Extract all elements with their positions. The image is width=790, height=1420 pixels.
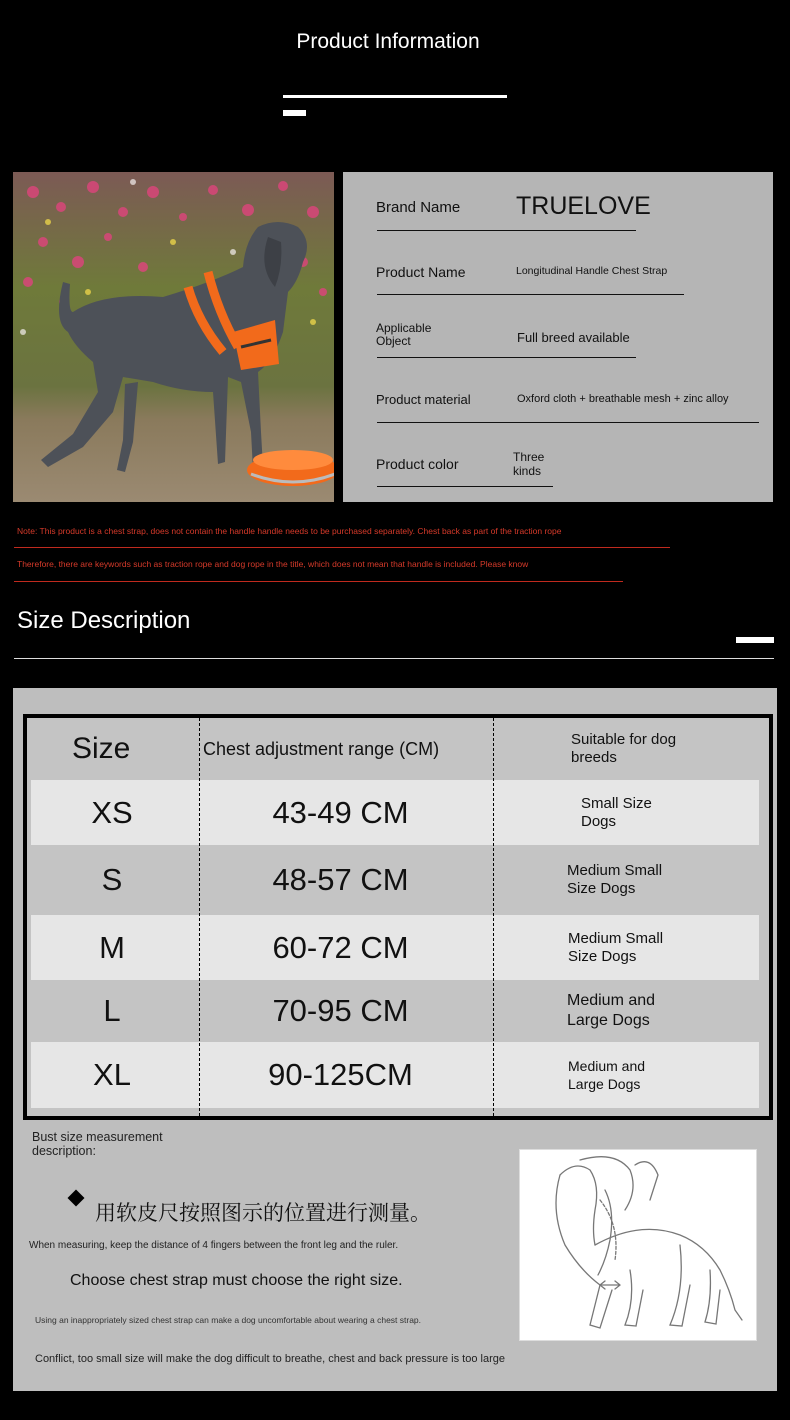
product-material-value: Oxford cloth + breathable mesh + zinc alloy [517,393,729,405]
row-breed-line: Medium Small [567,862,663,879]
color-value-line: Three [513,450,545,464]
note-line-1: Note: This product is a chest strap, does not contain the handle handle needs to be purchased separately. Chest back as part of the traction rope [17,526,562,536]
choose-size-tip: Choose chest strap must choose the right size. [70,1272,403,1289]
header-breed-line: Suitable for dog [571,731,677,748]
size-table [23,714,773,1120]
note-underline-2 [14,581,623,582]
column-divider [493,718,494,1116]
material-underline [377,422,759,423]
column-divider [199,718,200,1116]
applicable-label-line: Applicable [376,321,432,335]
size-table-header [31,718,759,780]
product-info-panel [343,172,773,502]
table-row [31,845,759,915]
brand-underline [377,230,636,231]
row-breed [568,915,748,980]
bust-measurement-heading [32,1130,163,1158]
applicable-label-line: Object [376,334,411,348]
row-size: XS [91,794,133,830]
product-name-underline [377,294,684,295]
table-row [31,780,759,845]
product-name-label: Product Name [376,264,466,280]
row-range: 60-72 CM [272,929,409,965]
size-title-divider [14,658,774,659]
product-color-value [513,450,544,478]
row-range: 43-49 CM [272,794,409,830]
row-breed-line: Medium and [568,1058,646,1074]
wrong-size-warning: Using an inappropriately sized chest strap can make a dog uncomfortable about wearing a chest strap. [35,1315,422,1325]
header-size: Size [72,732,131,765]
table-row [31,915,759,980]
measuring-tip: When measuring, keep the distance of 4 fingers between the front leg and the ruler. [29,1240,399,1251]
row-breed-line: Size Dogs [568,947,637,965]
color-underline [377,486,553,487]
product-photo [13,172,334,502]
row-size: M [99,929,125,965]
size-description-title: Size Description [17,607,191,634]
row-range: 48-57 CM [272,862,409,897]
product-name-value: Longitudinal Handle Chest Strap [516,265,668,277]
row-breed-line: Medium and [567,992,656,1009]
header-breed-line: breeds [571,749,617,766]
product-material-label: Product material [376,392,471,407]
row-range: 90-125CM [268,1057,413,1092]
note-line-2: Therefore, there are keywords such as traction rope and dog rope in the title, which does not mean that handle is included. Please know [17,559,529,569]
applicable-underline [377,357,636,358]
applicable-object-label [376,322,431,348]
title-accent [283,110,306,116]
table-row [31,980,759,1042]
size-panel [13,688,777,1391]
title-underline [283,95,507,98]
measuring-instruction-cn: 用软皮尺按照图示的位置进行测量。 [95,1201,431,1225]
note-underline-1 [14,547,670,548]
row-breed-line: Medium Small [568,929,664,947]
row-size: XL [93,1057,131,1092]
small-size-warning: Conflict, too small size will make the dog difficult to breathe, chest and back pressure is too large [35,1353,505,1365]
page-title: Product Information [296,30,480,53]
applicable-object-value: Full breed available [517,330,630,345]
diamond-bullet-icon [68,1190,85,1207]
row-breed-line: Large Dogs [567,1012,650,1029]
row-breed [581,780,761,845]
row-breed-line: Size Dogs [567,880,636,897]
bust-heading-line: description: [32,1144,96,1158]
row-size: L [103,993,121,1028]
product-color-label: Product color [376,456,459,472]
row-breed [567,845,747,915]
header-dog-breeds [571,718,751,780]
bust-heading-line: Bust size measurement [32,1130,163,1144]
row-breed-line: Small Size [581,794,652,812]
row-breed-line: Large Dogs [568,1076,641,1092]
measurement-sketch [519,1149,757,1341]
row-breed [568,1042,748,1108]
size-title-accent [736,637,774,643]
row-size: S [101,862,123,897]
header-chest-range: Chest adjustment range (CM) [203,738,440,759]
color-value-line: kinds [513,464,542,478]
brand-name-label: Brand Name [376,199,461,216]
brand-name-value: TRUELOVE [516,192,651,220]
table-row [31,1042,759,1108]
row-breed [567,980,747,1042]
row-breed-line: Dogs [581,812,617,830]
row-range: 70-95 CM [272,993,409,1028]
